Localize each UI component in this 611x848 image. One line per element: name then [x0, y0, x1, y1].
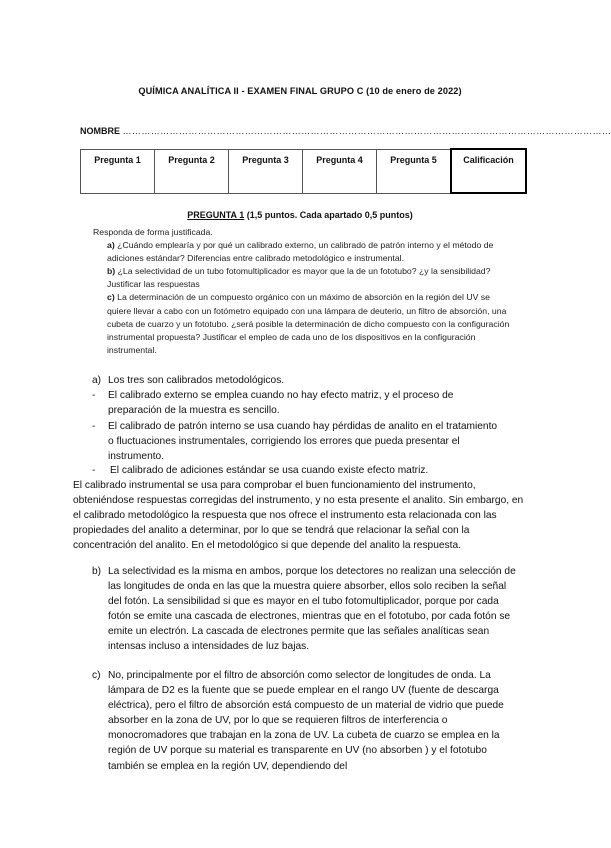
question-statement — [93, 226, 513, 357]
answer-bullet-1: - El calibrado externo se emplea cuando no hay efecto matriz, y el proceso de preparación de la muestra es sencillo. — [92, 390, 454, 417]
name-field — [80, 126, 611, 136]
answer-c: c) No, principalmente por el filtro de absorción como selector de longitudes de onda. La lámpara de D2 es la fuente que se puede emplear en el rango UV (fuente de descarga eléctrica), pero el filtro de absorción está compuesto de un material de vidrio que puede absorber en la zona de UV, por lo que se requieren filtros de interferencia o monocromadores que trabajan en la zona de UV. La cubeta de cuarzo se emplea en la región de UV porque su material es transparente en UV (no absorben ) y el fototubo también se emplea en la región UV, dependiendo del — [92, 670, 504, 772]
question-number: PREGUNTA 1 — [187, 210, 245, 220]
answer-b-label: b) — [92, 566, 102, 577]
question-part-c: c) La determinación de un compuesto orgánico con un máximo de absorción en la región del UV se quiere llevar a cabo con un fotómetro equipado con una lámpara de deuterio, un filtro de absorción, una cubeta de cuarzo y un fototubo. ¿será posible la determinación de dicho compuesto con la configuración instrumental propuesta? Justificar el empleo de cada uno de los dispositivos en la configuración instrumental. — [107, 292, 510, 355]
question-heading — [0, 210, 600, 220]
answer-c-label: c) — [92, 670, 101, 681]
question-instruction: Responda de forma justificada. — [93, 227, 213, 237]
grade-cell-total: Calificación — [451, 149, 526, 193]
answer-bullet-2: - El calibrado de patrón interno se usa cuando hay pérdidas de analito en el tratamiento o fluctuaciones instrumentales, corrigiendo los errores que pueda presentar el instrumento. — [92, 421, 498, 463]
name-dots: ………………………………………………………………………………………………………………………………………… — [122, 126, 611, 136]
dash-1: - — [92, 390, 96, 401]
answer-a-intro: a) Los tres son calibrados metodológicos. — [92, 373, 512, 388]
dash-3: - — [92, 465, 96, 476]
answer-bullet-3: - El calibrado de adiciones estándar se usa cuando existe efecto matriz. — [92, 463, 502, 478]
answer-a-label: a) — [92, 375, 102, 386]
grade-cell-q5: Pregunta 5 — [377, 149, 452, 193]
grade-cell-q4: Pregunta 4 — [303, 149, 377, 193]
grade-cell-q2: Pregunta 2 — [155, 149, 229, 193]
question-part-a: a) ¿Cuándo emplearía y por qué un calibrado externo, un calibrado de patrón interno y el método de adiciones estándar? Diferencias entre calibrado metodológico e instrumental. — [107, 240, 494, 264]
grade-table — [80, 148, 527, 194]
grade-cell-q1: Pregunta 1 — [81, 149, 155, 193]
name-label: NOMBRE — [80, 126, 120, 136]
question-part-b: b) ¿La selectividad de un tubo fotomultiplicador es mayor que la de un fototubo? ¿y la sensibilidad? Justificar las respuestas — [107, 266, 491, 290]
question-points: (1,5 puntos. Cada apartado 0,5 puntos) — [246, 210, 413, 220]
dash-2: - — [92, 421, 96, 432]
answer-b: b) La selectividad es la misma en ambos, porque los detectores no realizan una selección de las longitudes de onda en las que la muestra quiere absorber, ellos solo reciben la señal del fotón. La sensibilidad si que es mayor en el tubo fotomultiplicador, porque por cada fotón se emite una cascada de electrones, mientras que en el fototubo, por cada fotón se emite un electrón. La cascada de electrones permite que las señales analíticas sean intensas incluso a intensidades de luz bajas. — [92, 566, 516, 653]
grade-cell-q3: Pregunta 3 — [229, 149, 303, 193]
answer-a-paragraph: El calibrado instrumental se usa para comprobar el buen funcionamiento del instrumento, obteniéndose respuestas corregidas del instrumento, y no esta presente el analito. Sin embargo, en el calibrado metodológico la respuesta que nos ofrece el instrumento esta relacionada con las propiedades del analito a determinar, por lo que se tendrá que relacionar la señal con la concentración del analito. En el metodológico si que depende del analito la respuesta. — [73, 480, 524, 552]
exam-title: QUÍMICA ANALÍTICA II - EXAMEN FINAL GRUPO C (10 de enero de 2022) — [138, 86, 462, 96]
